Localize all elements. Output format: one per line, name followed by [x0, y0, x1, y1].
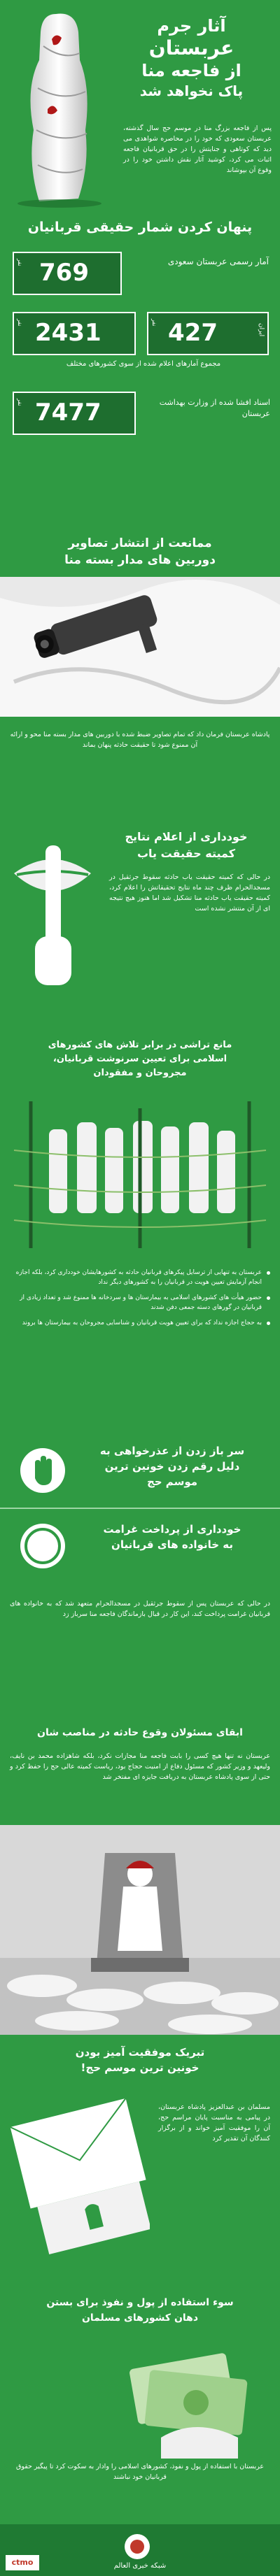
- committee-text: در حالی که کمیته حقیقت یاب حادثه سقوط جرثقیل در مسجدالحرام ظرف چند ماه نتایج تحقیقاتش را اعلام کرد، کمیته حقیقت یاب حادثه منا تشکیل شد اما هنوز هیچ نتیجه ای از آن منتشر نشده است: [109, 873, 270, 913]
- stat-value-countries: 2431: [35, 319, 102, 347]
- committee-section: [0, 822, 280, 1031]
- hand-stop-icon: [18, 1446, 67, 1495]
- throne-victims-illustration: [0, 1825, 280, 2035]
- apology-title-line-2: دلیل رقم زدن خونین ترین: [104, 1460, 240, 1473]
- committee-title-line-1: خودداری از اعلام نتایج: [125, 830, 248, 843]
- fine-title: [74, 1522, 270, 1552]
- wrapped-figure-illustration: [7, 4, 112, 210]
- main-title: [113, 15, 270, 101]
- apology-title: [74, 1443, 270, 1489]
- congrats-title-line-2: خونین ترین موسم حج!: [80, 2061, 200, 2074]
- section-divider: [0, 1508, 280, 1509]
- apology-title-line-1: سر باز زدن از عذرخواهی به: [99, 1445, 245, 1457]
- main-title-line-2: عربستان: [148, 36, 234, 59]
- header-section: [0, 0, 280, 210]
- prevent-title: [10, 1038, 270, 1080]
- prevent-title-line-1: مانع تراشی در برابر تلاش های کشورهای: [48, 1040, 232, 1050]
- stat-value-saudi: 769: [39, 259, 89, 287]
- fine-title-line-1: خودداری از پرداخت غرامت: [103, 1523, 241, 1536]
- fine-title-line-2: به خانواده های قربانیان: [111, 1538, 233, 1551]
- cctv-text: پادشاه عربستان فرمان داد که تمام تصاویر ضبط شده با دوربین های مدار بسته منا محو و ارائه آن ممنوع شود تا حقیقت حادثه پنهان بماند: [10, 731, 270, 749]
- cctv-title-line-2: دوربین های مدار بسته منا: [64, 553, 216, 567]
- footer-brand: شبکه خبری العالم: [113, 2562, 167, 2570]
- footer-section: [0, 2524, 280, 2576]
- main-title-line-1: آثار جرم: [157, 16, 226, 36]
- money-hand-illustration: [119, 2333, 266, 2473]
- silence-lips-illustration: [7, 831, 98, 1020]
- stat-unit-label: نفر: [17, 399, 23, 406]
- money-title: [10, 2295, 270, 2326]
- main-title-line-4: پاک نخواهد شد: [139, 83, 244, 99]
- prevent-bullet-2: حضور هیأت های کشورهای اسلامی به بیمارستان ها و سردخانه ها ممنوع شد و تعداد زیادی از قربانیان در گورهای دسته جمعی دفن شدند: [10, 1293, 270, 1312]
- prevent-bullet-3: به حجاج اجازه نداد که برای تعیین هویت قربانیان و شناسایی مجروحان به بیمارستان ها بروند: [10, 1318, 270, 1328]
- stat-value-iran: 427: [168, 319, 218, 347]
- congrats-section: [0, 2035, 280, 2287]
- stat-value-leaked: 7477: [35, 399, 102, 427]
- stat-label-iran: ایران: [258, 323, 265, 337]
- cctv-title-line-1: ممانعت از انتشار تصاویر: [68, 536, 212, 550]
- stat-unit-label: نفر: [17, 319, 23, 327]
- apology-text: در حالی که عربستان پس از سقوط جرثقیل در مسجدالحرام متعهد شد که به خانواده های قربانیان غرامت پرداخت کند، این کار در قبال بازماندگان فاجعه منا سرباز زد: [10, 1600, 270, 1618]
- prevent-bullet-list: [10, 1268, 270, 1333]
- officials-text: عربستان نه تنها هیچ کسی را بابت فاجعه منا مجازات نکرد، بلکه شاهزاده محمد بن نایف، ولیعهد و وزیر کشور که مسئول دفاع از امنیت حجاج بود، ریاست کمیته عالی حج را حفظ کرد و حتی از سوی پادشاه عربستان به دریافت جایزه ای مفتخر شد: [10, 1752, 270, 1781]
- stat-box-leaked: [13, 392, 136, 435]
- officials-section: [0, 1720, 280, 2035]
- stat-unit-label: نفر: [17, 259, 23, 266]
- apology-title-line-3: موسم حج: [146, 1475, 198, 1488]
- money-title-line-2: دهان کشورهای مسلمان: [81, 2312, 199, 2324]
- alalam-logo-icon: [123, 2533, 151, 2561]
- cctv-title: [10, 535, 270, 568]
- officials-title: ابقای مسئولان وقوع حادثه در مناصب شان: [37, 1727, 243, 1738]
- cctv-section: [0, 528, 280, 822]
- congrats-title-line-1: تبریک موفقیت آمیز بودن: [75, 2046, 205, 2059]
- stat-box-countries: [13, 312, 136, 355]
- congrats-text: مسلمان بن عبدالعزیز پادشاه عربستان، در پیامی به مناسبت پایان مراسم حج، آن را موفقیت آمیز خواند و از برگزار کنندگان آن تقدیر کرد: [158, 2103, 270, 2142]
- prevent-section: [0, 1031, 280, 1433]
- intro-text: پس از فاجعه بزرگ منا در موسم حج سال گذشته، عربستان سعودی که خود را در محاصره شواهدی می دید که کوتاهی و جنایتش را در حق قربانیان فاجعه اثبات می کرد، کوشید آثار نقش داشتن خود را در وقوع آن بپوشاند: [123, 124, 272, 174]
- no-badge-icon: [18, 1522, 67, 1570]
- cctv-camera-illustration: [0, 577, 280, 717]
- barbed-wire-crowd-illustration: [0, 1087, 280, 1255]
- stats-section: [0, 210, 280, 528]
- committee-title: [102, 829, 270, 862]
- stat-box-iran: [147, 312, 269, 355]
- prevent-title-line-3: مجروحان و مفقودان: [93, 1068, 187, 1078]
- apology-section: [0, 1433, 280, 1720]
- prevent-title-line-2: اسلامی برای تعیین سرنوشت قربانیان،: [52, 1054, 227, 1064]
- money-section: [0, 2287, 280, 2524]
- congrats-title: [10, 2045, 270, 2075]
- stat-unit-label: نفر: [151, 319, 158, 327]
- stat-label-leaked: اسناد افشا شده از وزارت بهداشت عربستان: [159, 398, 270, 418]
- stat-label-countries: مجموع آمارهای اعلام شده از سوی کشورهای مختلف: [66, 360, 221, 368]
- letter-envelope-illustration: [10, 2091, 150, 2259]
- ctmo-logo: ctmo: [6, 2555, 39, 2570]
- main-title-line-3: از فاجعه منا: [141, 61, 241, 80]
- stats-title: پنهان کردن شمار حقیقی قربانیان: [27, 220, 253, 235]
- money-text: عربستان با استفاده از پول و نفوذ، کشورهای اسلامی را وادار به سکوت کرد تا پیگیر حقوق قربانیان خود نباشند: [15, 2463, 265, 2481]
- stat-label-saudi: آمار رسمی عربستان سعودی: [167, 257, 269, 266]
- money-title-line-1: سوء استفاده از پول و نفوذ برای بستن: [46, 2297, 234, 2308]
- committee-title-line-2: کمیته حقیقت یاب: [136, 847, 236, 860]
- stat-box-saudi: [13, 252, 122, 295]
- prevent-bullet-1: عربستان به تنهایی از ترسایل پیکرهای قربانیان حادثه به کشورهایشان خودداری کرد، بلکه اجازه انجام آزمایش تعیین هویت در قربانیان را به کشورهای دیگر نداد: [10, 1268, 270, 1287]
